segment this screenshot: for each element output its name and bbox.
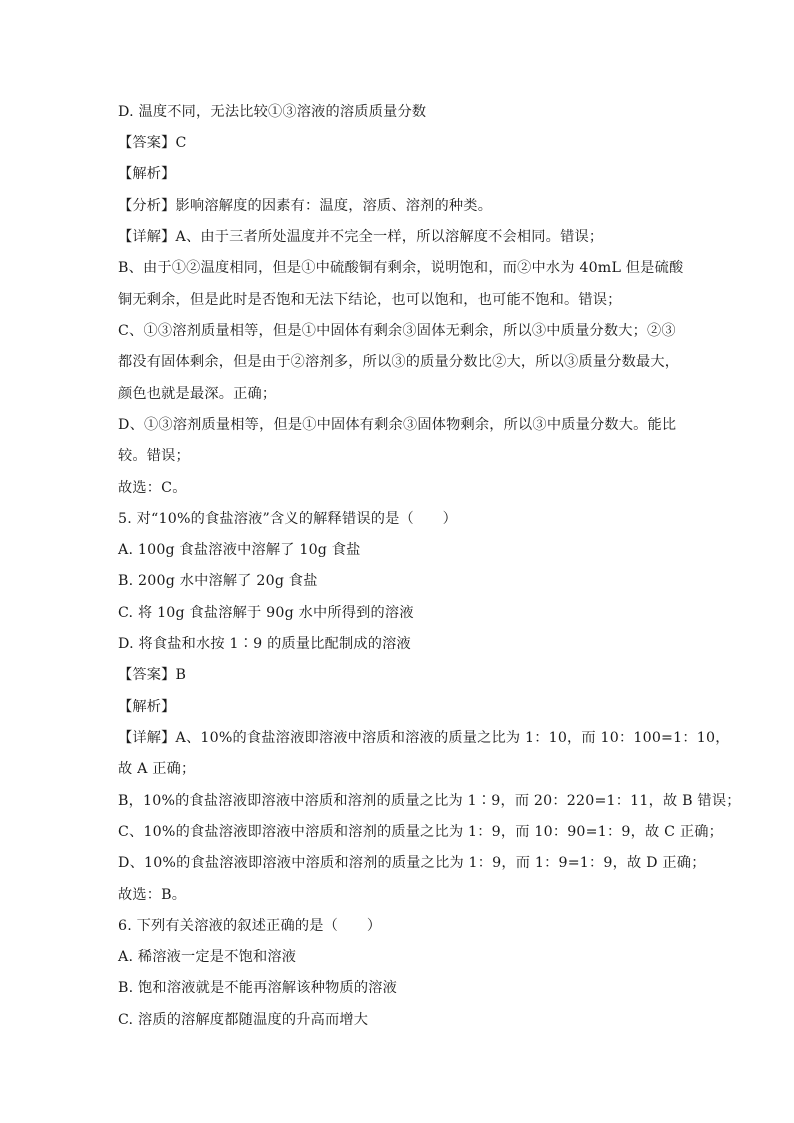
final-choice-q5: 故选：B。 [118,887,187,903]
answer-label-q4: 【答案】C [118,135,187,151]
explanation-b-line2-q4: 铜无剩余，但是此时是否饱和无法下结论，也可以饱和，也可能不饱和。错误； [118,292,622,308]
explanation-c-q5: C、10%的食盐溶液即溶液中溶质和溶剂的质量之比为 1：9，而 10：90=1：9，故 C 正确； [118,824,723,840]
option-b-q5: B. 200g 水中溶解了 20g 食盐 [118,573,318,589]
option-d-q5: D. 将食盐和水按 1∶9 的质量比配制成的溶液 [118,636,411,652]
explanation-c-line1-q4: C、①③溶剂质量相等，但是①中固体有剩余③固体无剩余，所以③中质量分数大；②③ [118,323,676,339]
explanation-c-line2-q4: 都没有固体剩余，但是由于②溶剂多，所以③的质量分数比②大，所以③质量分数最大， [118,354,680,370]
analysis-heading-q5: 【解析】 [118,699,176,715]
option-a-q5: A. 100g 食盐溶液中溶解了 10g 食盐 [118,542,361,558]
answer-label-q5: 【答案】B [118,667,187,683]
explanation-d-line2-q4: 较。错误； [118,448,190,464]
explanation-a-line1-q5: 【详解】A、10%的食盐溶液即溶液中溶质和溶液的质量之比为 1：10，而 10：100=1：10， [118,730,730,746]
option-b-q6: B. 饱和溶液就是不能再溶解该种物质的溶液 [118,980,398,996]
explanation-b-line1-q4: B、由于①②温度相同，但是①中硫酸铜有剩余，说明饱和，而②中水为 40mL 但是硫酸 [118,260,684,276]
option-c-q5: C. 将 10g 食盐溶解于 90g 水中所得到的溶液 [118,605,414,621]
explanation-b-q5: B，10%的食盐溶液即溶液中溶质和溶剂的质量之比为 1∶9，而 20：220=1：11，故 B 错误； [118,793,741,809]
explanation-a-line2-q5: 故 A 正确； [118,761,196,777]
analysis-heading-q4: 【解析】 [118,166,176,182]
option-a-q6: A. 稀溶液一定是不饱和溶液 [118,949,297,965]
option-c-q6: C. 溶质的溶解度都随温度的升高而增大 [118,1012,369,1028]
explanation-d-q5: D、10%的食盐溶液即溶液中溶质和溶剂的质量之比为 1：9，而 1：9=1：9，故 D 正确； [118,855,706,871]
question-5-stem: 5. 对“10%的食盐溶液”含义的解释错误的是（ ） [118,511,458,527]
explanation-a-q4: 【详解】A、由于三者所处温度并不完全一样，所以溶解度不会相同。错误； [118,229,604,245]
option-d-q4: D. 温度不同，无法比较①③溶液的溶质质量分数 [118,104,427,120]
final-choice-q4: 故选：C。 [118,480,187,496]
question-6-stem: 6. 下列有关溶液的叙述正确的是（ ） [118,918,382,934]
explanation-c-line3-q4: 颜色也就是最深。正确； [118,386,277,402]
analysis-summary-q4: 【分析】影响溶解度的因素有：温度，溶质、溶剂的种类。 [118,198,493,214]
explanation-d-line1-q4: D、①③溶剂质量相等，但是①中固体有剩余③固体物剩余，所以③中质量分数大。能比 [118,417,677,433]
